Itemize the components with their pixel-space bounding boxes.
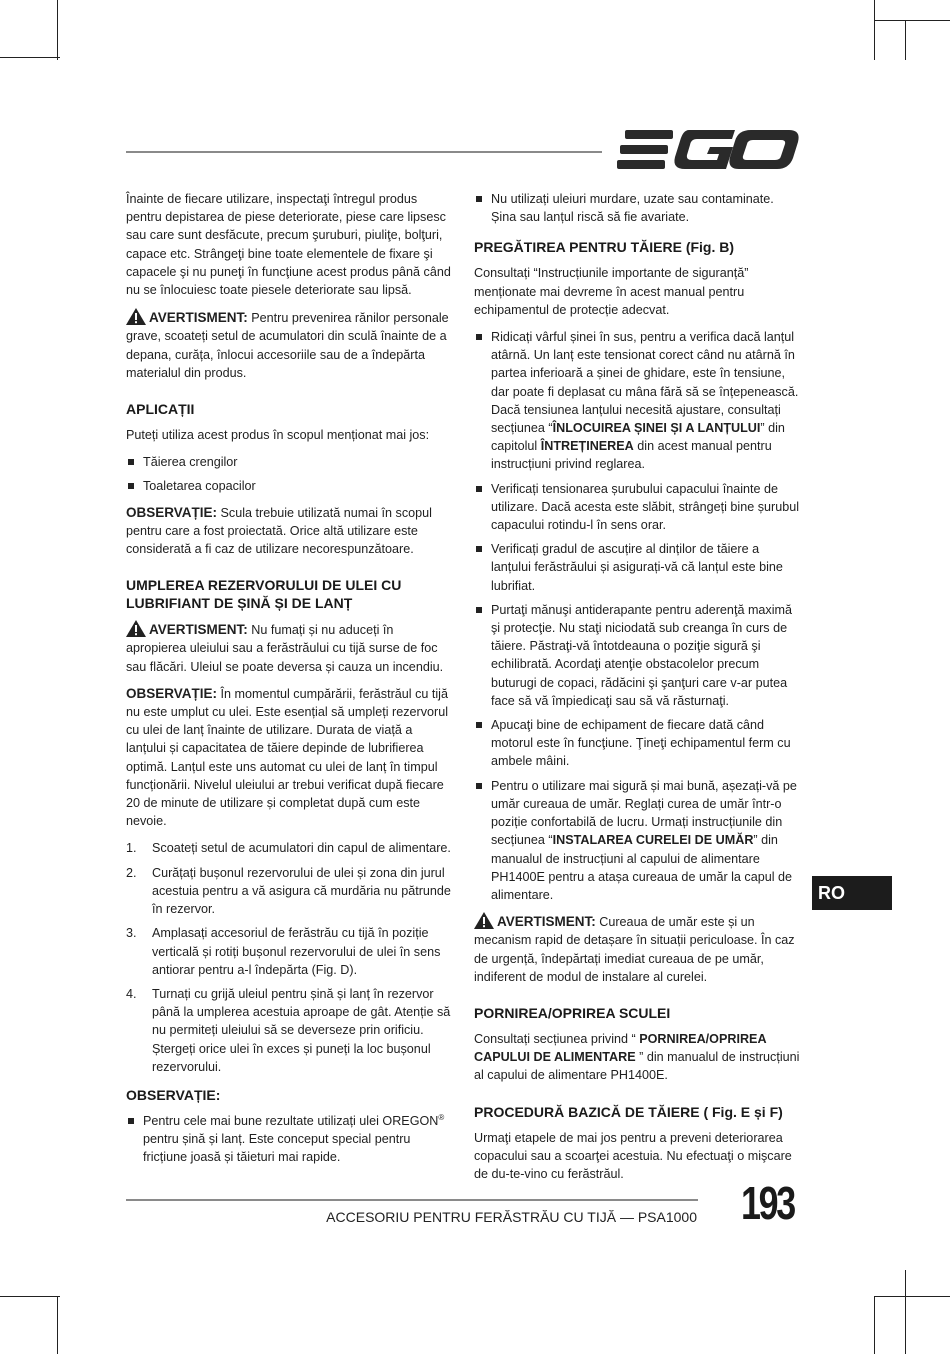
step-text: Turnați cu grijă uleiul pentru șină și lanț în rezervor până la umplerea acestuia aproape de gât. Atenție să nu permiteți uleiului să se deverseze prin orificiu. Ștergeți orice ulei în exces și puneți la loc bușonul rezervorului. bbox=[152, 986, 451, 1074]
warning-text: Pentru prevenirea rănilor personale grave, scoateți setul de acumulatori din sculă înainte de a depana, curăța, înlocui accesoriile sau de a îndepărta materialul din produs. bbox=[126, 311, 449, 380]
note-label: OBSERVAȚIE: bbox=[126, 504, 218, 520]
step-number: 1. bbox=[126, 841, 137, 856]
crop-mark bbox=[0, 1296, 60, 1297]
step-item bbox=[126, 864, 452, 919]
crop-mark bbox=[874, 1296, 950, 1297]
step-text: Curățați bușonul rezervorului de ulei și zona din jurul acestuia pentru a vă asigura că murdăria nu pătrunde în rezervor. bbox=[152, 865, 451, 917]
item-text: Pentru o utilizare mai sigură și mai bună, așezați-vă pe umăr cureaua de umăr. Reglați curea de umăr într-o poziție confortabilă de lucru. Urmați instrucțiunile din secțiunea “ bbox=[491, 778, 797, 848]
list-item bbox=[474, 328, 800, 474]
crop-mark bbox=[874, 20, 950, 21]
page-number: 193 bbox=[741, 1177, 794, 1229]
note-text: Scula trebuie utilizată numai în scopul pentru care a fost proiectată. Orice altă utilizare este considerată a fi caz de utilizare necorespunzătoare. bbox=[126, 505, 432, 557]
list-item: Verificați gradul de ascuțire al dinților de tăiere a lanțului ferăstrăului și asigurați-vă că lanțul este bine lubrifiat. bbox=[474, 540, 800, 595]
item-text: Pentru cele mai bune rezultate utilizați ulei OREGON bbox=[143, 1113, 439, 1128]
pornirea-text bbox=[474, 1030, 800, 1085]
crop-mark bbox=[905, 20, 906, 60]
warning-label: AVERTISMENT: bbox=[149, 310, 248, 326]
step-item bbox=[126, 924, 452, 979]
oil-list bbox=[474, 190, 800, 226]
item-bold-ref: ÎNLOCUIREA ȘINEI ȘI A LANȚULUI bbox=[552, 421, 761, 436]
warning-label: AVERTISMENT: bbox=[497, 914, 596, 930]
step-text: Amplasați accesoriul de ferăstrău cu tijă în poziție verticală și rotiți bușonul rezervorului de ulei în sens antiorar pentru a-l îndepărta (Fig. D). bbox=[152, 926, 441, 977]
header-rule bbox=[126, 151, 602, 153]
list-item: Purtaţi mănuşi antiderapante pentru aderenţă maximă şi protecţie. Nu staţi niciodată sub creanga în curs de tăiere. Păstraţi-vă întotdeauna o poziţie sigură şi echilibrată. Acordaţi atenţie obstacolelor precum buturugi de copaci, rădăcini şi şanţuri care v-ar putea face să vă împiedicaţi sau să vă răsturnaţi. bbox=[474, 601, 800, 710]
step-item bbox=[126, 839, 452, 857]
note-label: OBSERVAȚIE: bbox=[126, 685, 218, 701]
step-item bbox=[126, 985, 452, 1076]
warning-block bbox=[474, 912, 800, 986]
observatie-list bbox=[126, 1112, 452, 1167]
section-heading-procedura: PROCEDURĂ BAZICĂ DE TĂIERE ( Fig. E și F) bbox=[474, 1103, 783, 1120]
note-block bbox=[126, 504, 452, 559]
item-text: Ridicați vârful șinei în sus, pentru a verifica dacă lanțul atârnă. Un lanț este tensionat corect când nu atârnă în partea inferioară a șinei de ghidare, este în tensiune, dar poate fi deplasat cu mâna fără să se înțepenească. Dacă tensiunea lanțului necesită ajustare, consultați secțiunea “ bbox=[491, 330, 799, 436]
section-heading-observatie: OBSERVAȚIE: bbox=[126, 1086, 221, 1103]
warning-text: Nu fumați și nu aduceți în apropierea uleiului sau a ferăstrăului cu tijă surse de foc sau flăcări. Uleiul se poate deversa și cauza un incendiu. bbox=[126, 623, 444, 674]
note-text: În momentul cumpărării, ferăstrăul cu tijă nu este umplut cu ulei. Este esențial să umpleți rezervorul cu ulei de lanț înainte de utilizare. Durata de viață a lanțului și capacitatea de tăiere depinde de lubrifierea optimă. Lanțul este uns automat cu ulei de lanț în timpul funcționării. Nivelul uleiului ar trebui verificat după fiecare 20 de minute de utilizare și completat după cum este nevoie. bbox=[126, 686, 449, 829]
crop-mark bbox=[0, 57, 60, 58]
step-number: 4. bbox=[126, 986, 137, 1001]
crop-mark bbox=[874, 0, 875, 60]
crop-mark bbox=[57, 1296, 58, 1354]
intro-paragraph: Înainte de fiecare utilizare, inspectaţi întregul produs pentru depistarea de piese deteriorate, piese care lipsesc sau care sunt desfăcute, precum şuruburi, piuliţe, bolţuri, capace etc. Strângeţi bine toate elementele de fixare şi capacele şi nu puneţi în funcţiune acest produs până când nu se înlocuiesc toate piesele deteriorate sau lipsă. bbox=[126, 192, 451, 298]
warning-icon bbox=[126, 620, 146, 637]
ego-logo bbox=[617, 129, 800, 171]
warning-block bbox=[126, 620, 452, 676]
list-item bbox=[474, 777, 800, 904]
warning-text: Cureaua de umăr este și un mecanism rapid de detașare în situații periculoase. În caz de urgență, îndepărtați imediat cureaua de pe umăr, indiferent de modul de instalare al curelei. bbox=[474, 915, 795, 984]
warning-block bbox=[126, 308, 452, 382]
left-column bbox=[126, 190, 452, 1175]
procedura-text: Urmaţi etapele de mai jos pentru a preveni deteriorarea copacului sau a scoarţei acestuia. Nu efectuaţi o mişcare de du-te-vino cu ferăstrăul. bbox=[474, 1130, 792, 1181]
item-bold-ref: ÎNTREȚINEREA bbox=[540, 439, 634, 454]
step-text: Scoateți setul de acumulatori din capul de alimentare. bbox=[152, 841, 451, 856]
list-item: Toaletarea copacilor bbox=[126, 477, 452, 495]
aplicatii-list bbox=[126, 453, 452, 495]
item-text: ” din capitolul bbox=[491, 421, 785, 454]
crop-mark bbox=[905, 1270, 906, 1354]
list-item: Apucaţi bine de echipament de fiecare dată când motorul este în funcţiune. Ţineţi echipamentul ferm cu ambele mâini. bbox=[474, 716, 800, 771]
list-item bbox=[126, 1112, 452, 1167]
section-heading-pregatirea: PREGĂTIREA PENTRU TĂIERE (Fig. B) bbox=[474, 239, 735, 256]
warning-label: AVERTISMENT: bbox=[149, 622, 248, 638]
registered-mark: ® bbox=[438, 1112, 445, 1122]
item-bold-ref: PORNIREA/OPRIREA CAPULUI DE ALIMENTARE bbox=[474, 1031, 767, 1065]
item-text: pentru șină și lanț. Este conceput special pentru fricțiune joasă și tăieturi mai rapide. bbox=[143, 1132, 411, 1165]
pregatirea-list bbox=[474, 328, 800, 904]
step-number: 2. bbox=[126, 865, 137, 880]
item-text: ” din manualul de instrucțiuni al capului de alimentare PH1400E. bbox=[474, 1050, 800, 1083]
note-block bbox=[126, 685, 452, 831]
step-number: 3. bbox=[126, 926, 137, 941]
item-text: ” din manualul de instrucțiuni al capului de alimentare PH1400E pentru a atașa cureaua de umăr la capul de alimentare. bbox=[491, 833, 793, 902]
pregatirea-text: Consultați “Instrucțiunile importante de siguranță” menționate mai devreme în acest manual pentru echipamentul de protecție adecvat. bbox=[474, 266, 749, 317]
warning-icon bbox=[474, 912, 494, 929]
language-tab: RO bbox=[812, 876, 892, 910]
list-item: Tăierea crengilor bbox=[126, 453, 452, 471]
section-heading-ulei: UMPLEREA REZERVORULUI DE ULEI CU LUBRIFIANT DE ȘINĂ ȘI DE LANȚ bbox=[126, 577, 402, 612]
steps-list bbox=[126, 839, 452, 1075]
section-heading-pornirea: PORNIREA/OPRIREA SCULEI bbox=[474, 1004, 671, 1021]
section-heading-aplicatii: APLICAȚII bbox=[126, 401, 195, 418]
list-item: Verificați tensionarea șurubului capacului înainte de utilizare. Dacă acesta este slăbit, strângeți bine șurubul capacului rotindu-l în sens orar. bbox=[474, 480, 800, 535]
footer-title: ACCESORIU PENTRU FERĂSTRĂU CU TIJĂ — PSA1000 bbox=[326, 1209, 697, 1225]
item-text: Consultați secțiunea privind “ bbox=[474, 1031, 640, 1046]
item-bold-ref: INSTALAREA CURELEI DE UMĂR bbox=[552, 833, 754, 848]
crop-mark bbox=[57, 0, 58, 60]
crop-mark bbox=[874, 1296, 875, 1354]
aplicatii-text: Puteți utiliza acest produs în scopul menționat mai jos: bbox=[126, 428, 430, 443]
item-text: din acest manual pentru instrucțiuni privind reglarea. bbox=[491, 439, 772, 472]
footer-rule bbox=[126, 1199, 698, 1201]
list-item: Nu utilizați uleiuri murdare, uzate sau contaminate. Șina sau lanțul riscă să fie avariate. bbox=[474, 190, 800, 226]
right-column bbox=[474, 190, 800, 1192]
warning-icon bbox=[126, 308, 146, 325]
